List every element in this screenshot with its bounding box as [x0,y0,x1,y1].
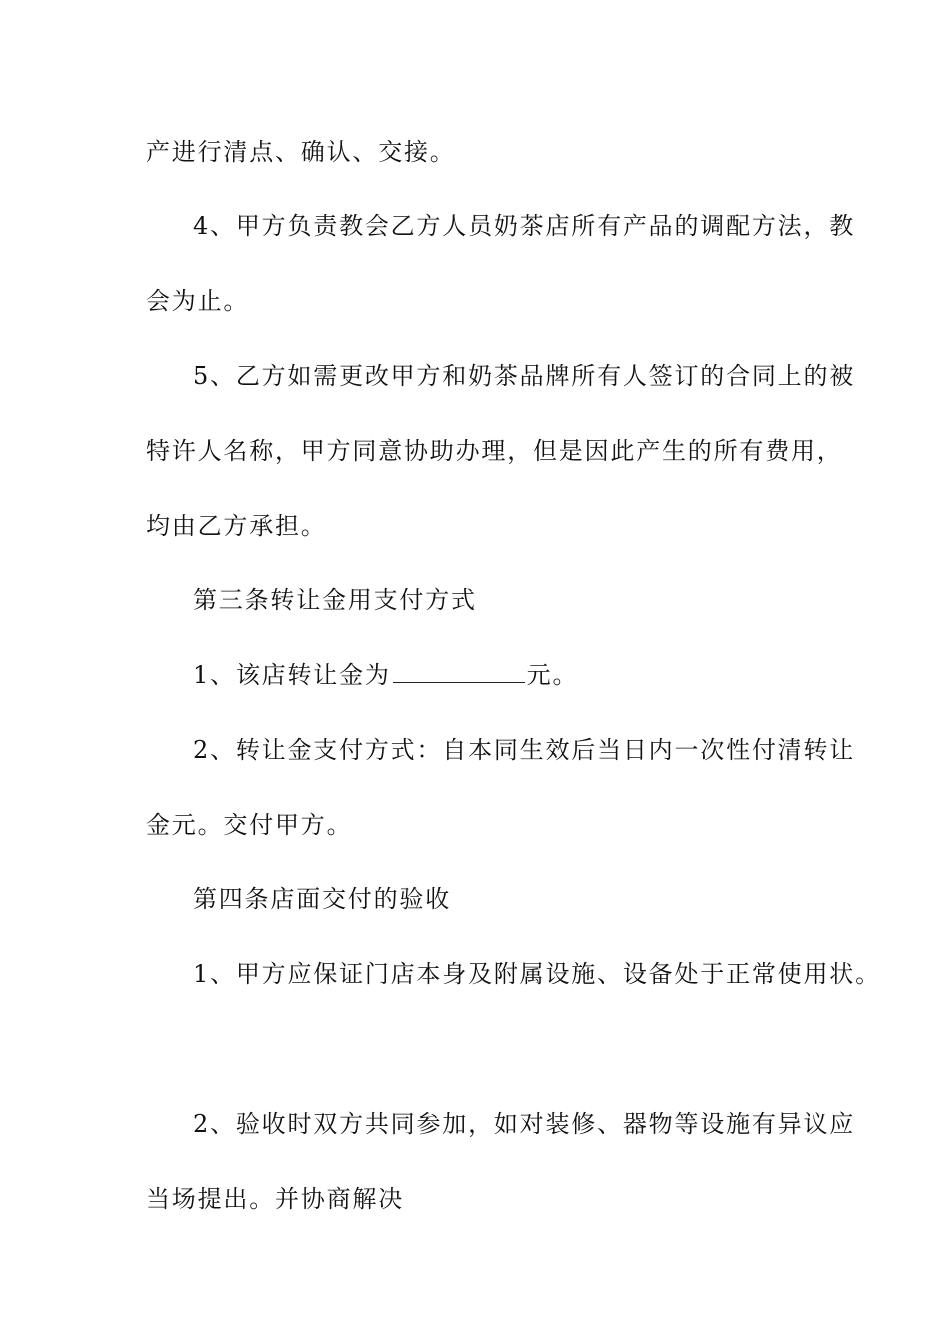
paragraph-line: 2、验收时双方共同参加，如对装修、器物等设施有异议应 [193,1110,856,1138]
paragraph-line: 2、转让金支付方式：自本同生效后当日内一次性付清转让 [193,736,856,764]
transfer-fee-suffix: 元。 [526,661,579,689]
transfer-fee-line [193,660,578,690]
transfer-fee-prefix: 1、该店转让金为 [193,661,391,689]
paragraph-line: 4、甲方负责教会乙方人员奶茶店所有产品的调配方法，教 [193,212,856,240]
paragraph-line: 产进行清点、确认、交接。 [146,138,456,166]
paragraph-line: 均由乙方承担。 [146,512,327,540]
paragraph-line: 金元。交付甲方。 [146,811,353,839]
paragraph-line: 当场提出。并协商解决 [146,1185,404,1213]
paragraph-line: 特许人名称，甲方同意协助办理，但是因此产生的所有费用， [146,437,843,465]
paragraph-line: 会为止。 [146,287,250,315]
section-heading: 第四条店面交付的验收 [193,885,451,913]
paragraph-line: 1、甲方应保证门店本身及附属设施、设备处于正常使用状。 [193,960,881,988]
paragraph-line: 5、乙方如需更改甲方和奶茶品牌所有人签订的合同上的被 [193,362,856,390]
section-heading: 第三条转让金用支付方式 [193,586,477,614]
transfer-fee-blank [393,660,525,683]
